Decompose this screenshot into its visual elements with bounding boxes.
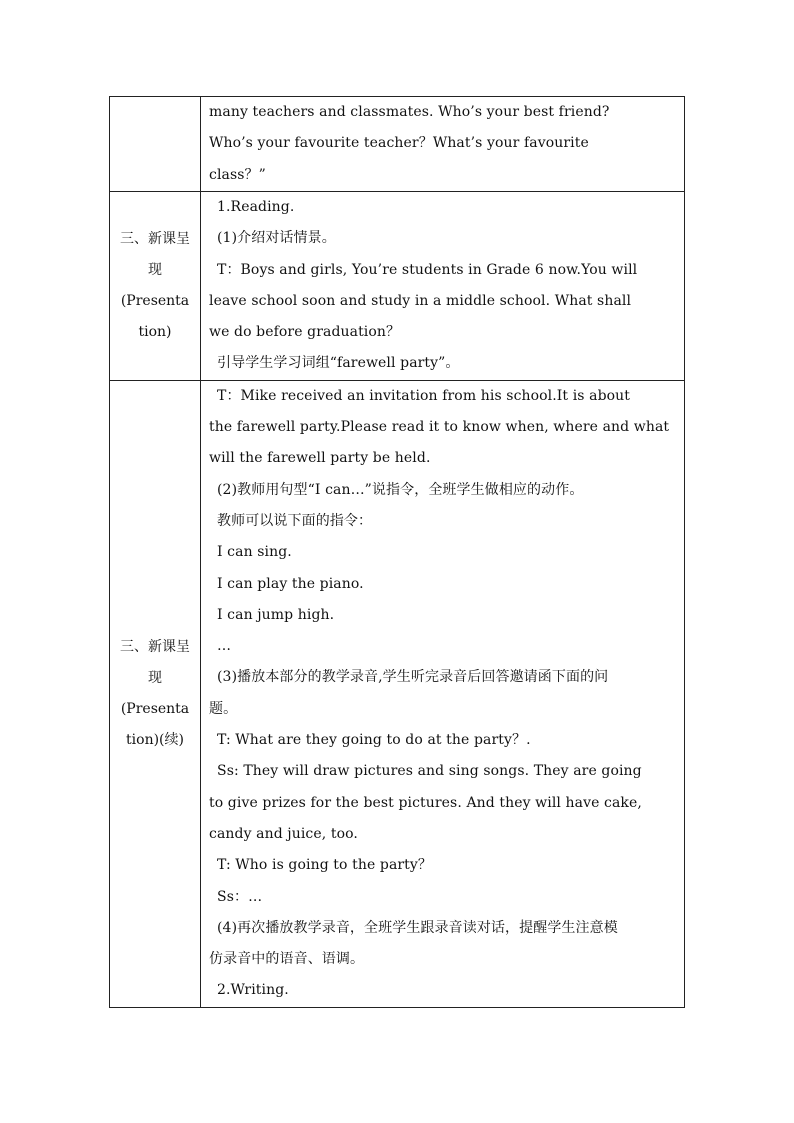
content-line: Ss: They will draw pictures and sing songs. They are going [217, 763, 642, 780]
section-content-cell [201, 192, 685, 381]
content-line: I can jump high. [217, 606, 335, 623]
content-line: T: Who is going to the party？ [217, 857, 433, 874]
content-line: we do before graduation？ [209, 324, 401, 341]
content-line: (4)再次播放教学录音，全班学生跟录音读对话，提醒学生注意模 [217, 919, 618, 936]
content-line: 仿录音中的语音、语调。 [209, 951, 365, 968]
section-label-line: 现 [148, 261, 162, 278]
section-label-line: 三、新课呈 [120, 638, 190, 655]
section-label-line: tion)(续) [126, 731, 184, 748]
lesson-plan-table [109, 96, 685, 1008]
content-line: class？” [209, 166, 266, 183]
table-row [110, 192, 685, 381]
content-line: T：Mike received an invitation from his school.It is about [217, 387, 631, 404]
content-line: 引导学生学习词组“farewell party”。 [217, 355, 460, 372]
content-line: Ss：… [217, 888, 263, 905]
content-line: I can sing. [217, 544, 292, 561]
section-label-cell [110, 192, 201, 381]
content-line: (1)介绍对话情景。 [217, 230, 336, 247]
section-content-cell [201, 380, 685, 1007]
content-line: 1.Reading. [217, 199, 295, 215]
section-content-cell [201, 97, 685, 192]
content-line: 题。 [209, 700, 238, 717]
section-label-line: (Presenta [120, 292, 190, 309]
table-row [110, 380, 685, 1007]
content-line: Who’s your favourite teacher？What’s your favourite [209, 135, 589, 152]
content-line: (2)教师用句型“I can…”说指令，全班学生做相应的动作。 [217, 481, 584, 498]
section-label-line: 现 [148, 669, 162, 686]
content-line: 2.Writing. [217, 982, 289, 999]
content-line: I can play the piano. [217, 575, 364, 592]
content-line: 教师可以说下面的指令： [217, 512, 373, 529]
section-label-line: tion) [138, 323, 172, 340]
content-line: T：Boys and girls, You’re students in Grade 6 now.You will [217, 261, 638, 278]
table-body [110, 97, 685, 1008]
content-line: candy and juice, too. [209, 825, 358, 842]
section-label-line: 三、新课呈 [120, 230, 190, 247]
section-label-cell [110, 380, 201, 1007]
content-line: … [217, 638, 232, 655]
content-line: will the farewell party be held. [209, 450, 431, 467]
section-label-cell [110, 97, 201, 192]
table-row [110, 97, 685, 192]
content-line: the farewell party.Please read it to know when, where and what [209, 419, 670, 436]
content-line: to give prizes for the best pictures. And they will have cake, [209, 794, 642, 811]
section-label-line: (Presenta [120, 700, 190, 717]
content-line: T: What are they going to do at the party？. [217, 732, 531, 749]
content-line: leave school soon and study in a middle school. What shall [209, 292, 632, 309]
content-line: (3)播放本部分的教学录音,学生听完录音后回答邀请函下面的问 [217, 669, 609, 686]
content-line: many teachers and classmates. Who’s your best friend? [209, 104, 610, 120]
